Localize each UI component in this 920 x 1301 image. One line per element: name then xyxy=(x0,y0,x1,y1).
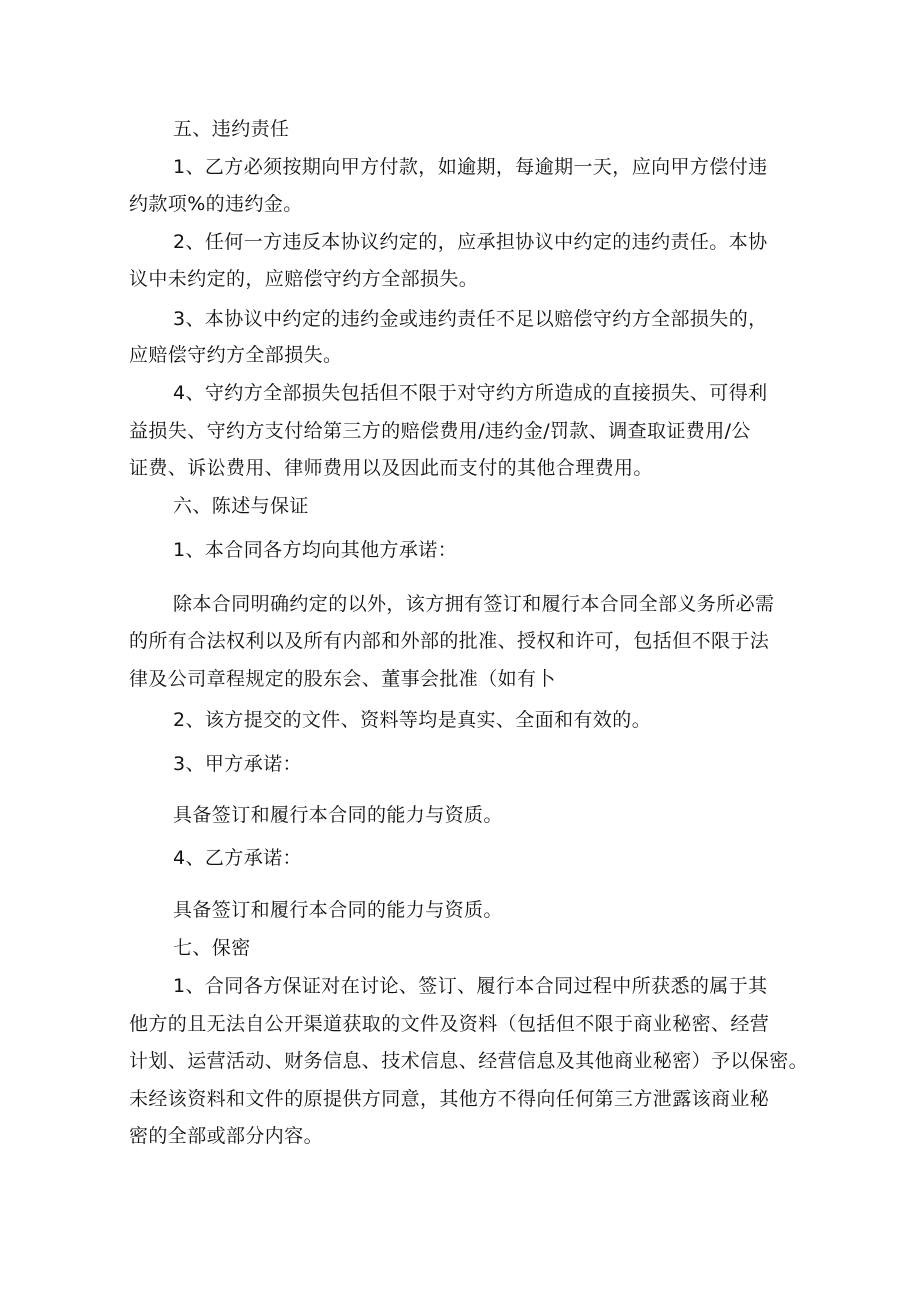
section-6-item-4-detail: 具备签订和履行本合同的能力与资质。 xyxy=(173,899,503,921)
section-6-item-4: 4、乙方承诺： xyxy=(173,847,302,869)
section-5-item-3-line-2: 应赔偿守约方全部损失。 xyxy=(129,344,343,366)
section-7-item-1-line-1: 1、合同各方保证对在讨论、签订、履行本合同过程中所获悉的属于其 xyxy=(173,975,768,997)
section-7-item-1-line-5: 密的全部或部分内容。 xyxy=(129,1125,324,1147)
section-5-item-3-line-1: 3、本协议中约定的违约金或违约责任不足以赔偿守约方全部损失的， xyxy=(173,308,768,330)
section-5-heading: 五、违约责任 xyxy=(173,118,290,140)
section-5-item-4-line-2: 益损失、守约方支付给第三方的赔偿费用/违约金/罚款、调查取证费用/公 xyxy=(129,420,751,442)
section-6-item-3: 3、甲方承诺： xyxy=(173,753,302,775)
section-6-heading: 六、陈述与保证 xyxy=(173,495,309,517)
section-7-heading: 七、保密 xyxy=(173,937,251,959)
section-5-item-1-line-1: 1、乙方必须按期向甲方付款，如逾期，每逾期一天，应向甲方偿付违 xyxy=(173,156,768,178)
section-6-item-3-detail: 具备签订和履行本合同的能力与资质。 xyxy=(173,804,503,826)
section-6-item-1-detail-line-3: 律及公司章程规定的股东会、董事会批准（如有卜 xyxy=(129,668,556,690)
section-7-item-1-line-2: 他方的且无法自公开渠道获取的文件及资料（包括但不限于商业秘密、经营 xyxy=(129,1013,770,1035)
section-6-item-2: 2、该方提交的文件、资料等均是真实、全面和有效的。 xyxy=(173,709,652,731)
section-5-item-2-line-1: 2、任何一方违反本协议约定的，应承担协议中约定的违约责任。本协 xyxy=(173,231,768,253)
section-6-item-1: 1、本合同各方均向其他方承诺： xyxy=(173,539,458,561)
section-6-item-1-detail-line-2: 的所有合法权利以及所有内部和外部的批准、授权和许可，包括但不限于法 xyxy=(129,630,770,652)
section-6-item-1-detail-line-1: 除本合同明确约定的以外，该方拥有签订和履行本合同全部义务所必需 xyxy=(173,593,775,615)
section-5-item-2-line-2: 议中未约定的，应赔偿守约方全部损失。 xyxy=(129,268,479,290)
section-5-item-1-line-2: 约款项%的违约金。 xyxy=(129,193,303,215)
section-5-item-4-line-1: 4、守约方全部损失包括但不限于对守约方所造成的直接损失、可得利 xyxy=(173,382,768,404)
section-5-item-4-line-3: 证费、诉讼费用、律师费用以及因此而支付的其他合理费用。 xyxy=(129,457,653,479)
section-7-item-1-line-3: 计划、运营活动、财务信息、技术信息、经营信息及其他商业秘密）予以保密。 xyxy=(129,1050,809,1072)
section-7-item-1-line-4: 未经该资料和文件的原提供方同意，其他方不得向任何第三方泄露该商业秘 xyxy=(129,1088,770,1110)
